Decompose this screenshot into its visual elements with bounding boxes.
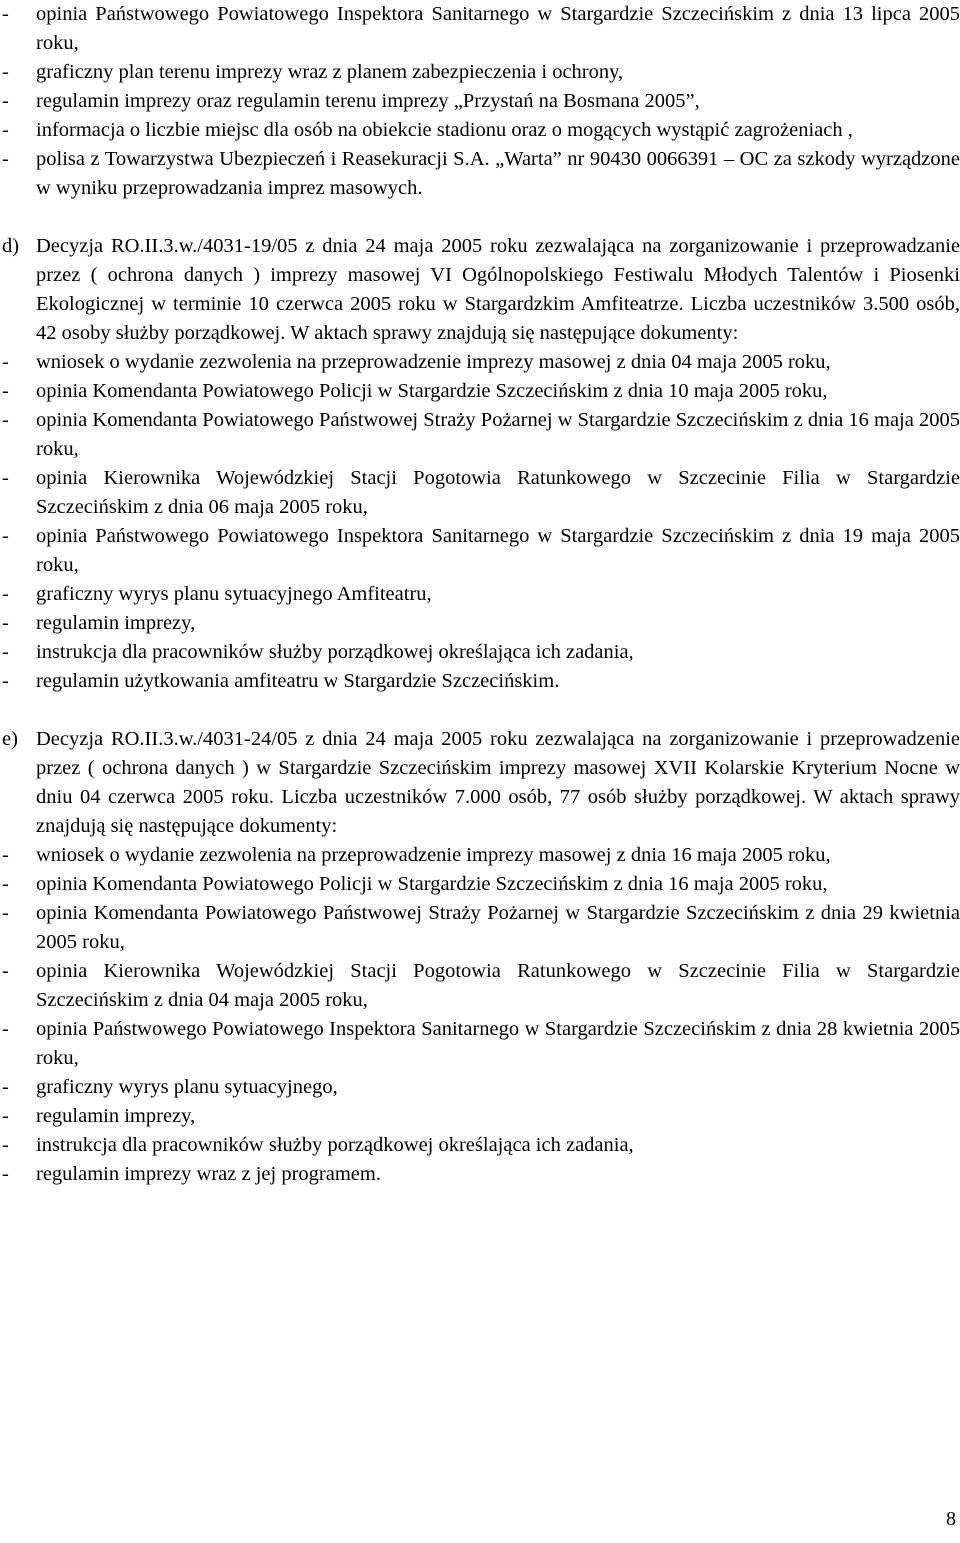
list-item-text: opinia Państwowego Powiatowego Inspektora Sanitarnego w Stargardzie Szczecińskim z dnia 28 kwietnia 2005 roku,	[36, 1018, 960, 1069]
section-e-list	[0, 841, 960, 1189]
list-item	[0, 638, 960, 667]
list-item	[0, 899, 960, 957]
list-item-text: regulamin imprezy,	[36, 612, 196, 634]
spacer	[0, 203, 960, 232]
list-item	[0, 145, 960, 203]
bullet: -	[2, 1105, 9, 1127]
list-item	[0, 522, 960, 580]
list-item	[0, 58, 960, 87]
list-item	[0, 406, 960, 464]
bullet: -	[2, 525, 9, 547]
bullet: -	[2, 670, 9, 692]
bullet: -	[2, 612, 9, 634]
list-item	[0, 580, 960, 609]
section-e-intro	[0, 725, 960, 841]
bullet: -	[2, 902, 9, 924]
list-item	[0, 348, 960, 377]
bullet: -	[2, 641, 9, 663]
list-item	[0, 1160, 960, 1189]
list-item-text: instrukcja dla pracowników służby porządkowej określająca ich zadania,	[36, 1134, 634, 1156]
list-item	[0, 841, 960, 870]
bullet: -	[2, 467, 9, 489]
list-item-text: opinia Kierownika Wojewódzkiej Stacji Pogotowia Ratunkowego w Szczecinie Filia w Stargardzie Szczecińskim z dnia 04 maja 2005 roku,	[36, 960, 960, 1011]
list-item	[0, 1102, 960, 1131]
list-item	[0, 957, 960, 1015]
bullet: -	[2, 1076, 9, 1098]
list-item-text: polisa z Towarzystwa Ubezpieczeń i Reasekuracji S.A. „Warta” nr 90430 0066391 – OC za szkody wyrządzone w wyniku przeprowadzania imprez masowych.	[36, 148, 960, 199]
list-item-text: opinia Komendanta Powiatowego Państwowej Straży Pożarnej w Stargardzie Szczecińskim z dnia 29 kwietnia 2005 roku,	[36, 902, 960, 953]
list-item	[0, 667, 960, 696]
bullet: -	[2, 960, 9, 982]
list-item-text: opinia Kierownika Wojewódzkiej Stacji Pogotowia Ratunkowego w Szczecinie Filia w Stargardzie Szczecińskim z dnia 06 maja 2005 roku,	[36, 467, 960, 518]
list-item-text: informacja o liczbie miejsc dla osób na obiekcie stadionu oraz o mogących wystąpić zagrożeniach ,	[36, 119, 853, 141]
list-item	[0, 609, 960, 638]
bullet: -	[2, 1163, 9, 1185]
list-item-text: regulamin użytkowania amfiteatru w Stargardzie Szczecińskim.	[36, 670, 560, 692]
section-d-list	[0, 348, 960, 696]
list-item-text: wniosek o wydanie zezwolenia na przeprowadzenie imprezy masowej z dnia 04 maja 2005 roku,	[36, 351, 831, 373]
list-item	[0, 1131, 960, 1160]
page-number: 8	[946, 1508, 956, 1530]
bullet: -	[2, 844, 9, 866]
list-item-text: instrukcja dla pracowników służby porządkowej określająca ich zadania,	[36, 641, 634, 663]
list-item	[0, 0, 960, 58]
list-item-text: opinia Komendanta Powiatowego Państwowej Straży Pożarnej w Stargardzie Szczecińskim z dnia 16 maja 2005 roku,	[36, 409, 960, 460]
bullet: -	[2, 1018, 9, 1040]
bullet: -	[2, 380, 9, 402]
spacer	[0, 696, 960, 725]
section-e-intro-text: Decyzja RO.II.3.w./4031-24/05 z dnia 24 maja 2005 roku zezwalająca na zorganizowanie i przeprowadzenie przez ( ochrona danych ) w Stargardzie Szczecińskim imprezy masowej XVII Kolarskie Kryterium Nocne w dniu 04 czerwca 2005 roku. Liczba uczestników 7.000 osób, 77 osób służby porządkowej. W aktach sprawy znajdują się następujące dokumenty:	[36, 728, 960, 837]
bullet: -	[2, 3, 9, 25]
bullet: -	[2, 90, 9, 112]
section-d-intro-text: Decyzja RO.II.3.w./4031-19/05 z dnia 24 maja 2005 roku zezwalająca na zorganizowanie i przeprowadzanie przez ( ochrona danych ) imprezy masowej VI Ogólnopolskiego Festiwalu Młodych Talentów i Piosenki Ekologicznej w terminie 10 czerwca 2005 roku w Stargardzkim Amfiteatrze. Liczba uczestników 3.500 osób, 42 osoby służby porządkowej. W aktach sprawy znajdują się następujące dokumenty:	[36, 235, 960, 344]
list-item-text: regulamin imprezy wraz z jej programem.	[36, 1163, 381, 1185]
list-item	[0, 116, 960, 145]
list-item-text: regulamin imprezy oraz regulamin terenu imprezy „Przystań na Bosmana 2005”,	[36, 90, 700, 112]
bullet: -	[2, 61, 9, 83]
list-item	[0, 1073, 960, 1102]
section-label: e)	[2, 728, 18, 750]
bullet: -	[2, 119, 9, 141]
bullet: -	[2, 409, 9, 431]
bullet: -	[2, 351, 9, 373]
list-item	[0, 464, 960, 522]
bullet: -	[2, 1134, 9, 1156]
section-label: d)	[2, 235, 20, 257]
list-item-text: opinia Komendanta Powiatowego Policji w Stargardzie Szczecińskim z dnia 10 maja 2005 roku,	[36, 380, 828, 402]
bullet: -	[2, 583, 9, 605]
list-item	[0, 87, 960, 116]
bullet: -	[2, 148, 9, 170]
section-c-list	[0, 0, 960, 203]
list-item	[0, 377, 960, 406]
section-d-intro	[0, 232, 960, 348]
list-item-text: graficzny wyrys planu sytuacyjnego Amfiteatru,	[36, 583, 432, 605]
section-d	[0, 232, 960, 696]
list-item-text: regulamin imprezy,	[36, 1105, 196, 1127]
list-item	[0, 1015, 960, 1073]
list-item-text: wniosek o wydanie zezwolenia na przeprowadzenie imprezy masowej z dnia 16 maja 2005 roku,	[36, 844, 831, 866]
list-item-text: graficzny plan terenu imprezy wraz z planem zabezpieczenia i ochrony,	[36, 61, 624, 83]
list-item-text: opinia Państwowego Powiatowego Inspektora Sanitarnego w Stargardzie Szczecińskim z dnia 13 lipca 2005 roku,	[36, 3, 960, 54]
list-item-text: opinia Państwowego Powiatowego Inspektora Sanitarnego w Stargardzie Szczecińskim z dnia 19 maja 2005 roku,	[36, 525, 960, 576]
bullet: -	[2, 873, 9, 895]
list-item	[0, 870, 960, 899]
list-item-text: opinia Komendanta Powiatowego Policji w Stargardzie Szczecińskim z dnia 16 maja 2005 roku,	[36, 873, 828, 895]
section-e	[0, 725, 960, 1189]
list-item-text: graficzny wyrys planu sytuacyjnego,	[36, 1076, 338, 1098]
